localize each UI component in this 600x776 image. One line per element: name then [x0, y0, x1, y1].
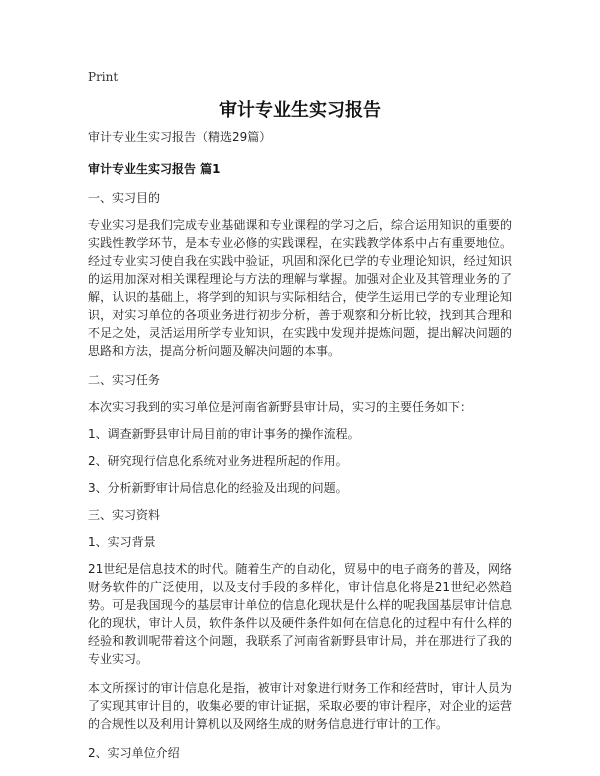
- document-subtitle: 审计专业生实习报告（精选29篇）: [88, 130, 272, 144]
- task-item-2: 2、研究现行信息化系统对业务进程所起的作用。: [88, 454, 348, 468]
- paragraph-tasks-intro: 本次实习我到的实习单位是河南省新野县审计局，实习的主要任务如下：: [88, 400, 473, 414]
- heading-purpose: 一、实习目的: [88, 191, 161, 205]
- print-link[interactable]: Print: [88, 70, 119, 84]
- paragraph-definition: 本文所探讨的审计信息化是指，被审计对象进行财务工作和经营时，审计人员为了实现其审计目的，收集必要的审计证据，采取必要的审计程序，对企业的运营的合规性以及利用计算机以及网络生成的财务信息进行审计的工作。: [88, 681, 512, 731]
- task-item-1: 1、调查新野县审计局目前的审计事务的操作流程。: [88, 427, 360, 441]
- task-item-3: 3、分析新野审计局信息化的经验及出现的问题。: [88, 481, 348, 495]
- heading-tasks: 二、实习任务: [88, 373, 161, 387]
- subheading-unit-intro: 2、实习单位介绍: [88, 746, 180, 760]
- paragraph-purpose: 专业实习是我们完成专业基础课和专业课程的学习之后，综合运用知识的重要的实践性教学环节，是本专业必修的实践课程，在实践教学体系中占有重要地位。经过专业实习使自我在实践中验证，巩固和深化已学的专业理论知识，经过知识的运用加深对相关课程理论与方法的理解与掌握。加强对企业及其管理业务的了解，认识的基础上，将学到的知识与实际相结合，使学生运用已学的专业理论知识，对实习单位的各项业务进行初步分析，善于观察和分析比较，找到其合理和不足之处，灵活运用所学专业知识，在实践中发现并提炼问题，提出解决问题的思路和方法，提高分析问题及解决问题的本事。: [88, 218, 512, 358]
- page-title: 审计专业生实习报告: [219, 100, 381, 121]
- document-body: [88, 128, 512, 771]
- section-heading: 审计专业生实习报告 篇1: [88, 162, 221, 176]
- heading-materials: 三、实习资料: [88, 508, 161, 522]
- paragraph-background: 21世纪是信息技术的时代。随着生产的自动化，贸易中的电子商务的普及，网络财务软件的广泛使用，以及支付手段的多样化，审计信息化将是21世纪必然趋势。可是我国现今的基层审计单位的信息化现状是什么样的呢我国基层审计信息化的现状，审计人员，软件条件以及硬件条件如何在信息化的过程中有什么样的经验和教训呢带着这个问题，我联系了河南省新野县审计局，并在那进行了我的专业实习。: [88, 562, 512, 666]
- subheading-background: 1、实习背景: [88, 535, 156, 549]
